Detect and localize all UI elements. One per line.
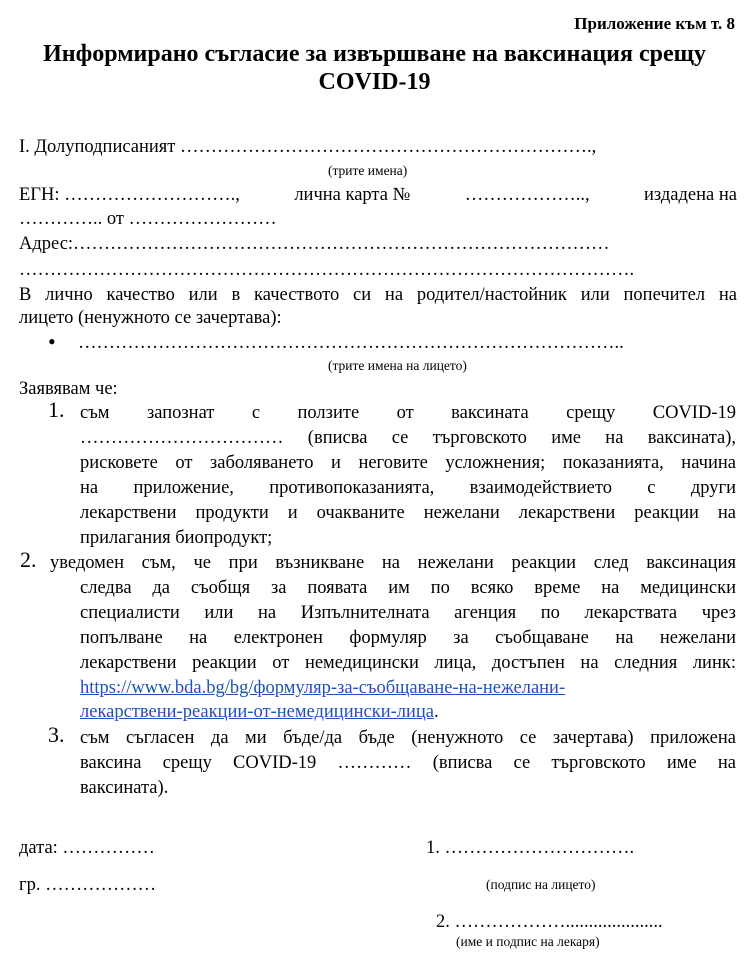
link-line: [80, 676, 565, 700]
item-3-line: съм съгласен да ми бъде/да бъде (ненужното се зачертава) приложена: [80, 728, 736, 748]
city-field: гр. ………………: [19, 875, 157, 895]
item-3-line: ваксината).: [80, 778, 169, 798]
item-2-line: специалисти или на Изпълнителната агенция по лекарствата чрез: [80, 603, 736, 623]
signature-1-field: 1. ………………………….: [426, 838, 635, 858]
signature-1-caption: (подпис на лицето): [486, 877, 596, 892]
item-1-line: …………………………… (вписва се търговското име на ваксината),: [80, 428, 736, 448]
annex-label: Приложение към т. 8: [574, 14, 735, 33]
adverse-reaction-form-link-cont[interactable]: лекарствени-реакции-от-немедицински-лица: [80, 702, 435, 722]
item-1-line: лекарствени продукти и очакваните нежелани лекарствени реакции на: [80, 503, 736, 523]
link-period: .: [434, 702, 439, 722]
bullet-dot: •: [48, 329, 56, 354]
adverse-reaction-form-link[interactable]: https://www.bda.bg/bg/формуляр-за-съобщаване-на-нежелани-: [80, 678, 566, 698]
signature-2-caption: (име и подпис на лекаря): [456, 934, 600, 949]
caption-person: (трите имена на лицето): [328, 358, 467, 373]
issued-line: ………….. от ……………………: [19, 209, 277, 229]
id-card-label: лична карта №: [294, 185, 411, 205]
item-1-line: рисковете от заболяването и неговите усложнения; показанията, начина: [80, 453, 736, 473]
capacity-line-cont: лицето (ненужното се зачертава):: [19, 308, 282, 328]
document-title-cont: COVID-19: [318, 69, 431, 95]
item-number: 1.: [48, 397, 65, 422]
link-line-cont: [80, 700, 439, 724]
item-2-line: лекарствени реакции от немедицински лица, достъпен на следния линк:: [80, 653, 736, 673]
item-1-line: прилагания биопродукт;: [80, 528, 273, 548]
person-name-line: ……………………………………………………………………………..: [78, 333, 624, 353]
item-number: 2.: [20, 547, 37, 572]
item-2-line: попълване на електронен формуляр за съобщаване на нежелани: [80, 628, 736, 648]
egn-line: [19, 183, 737, 207]
item-1-line: на приложение, противопоказанията, взаимодействието с други: [80, 478, 736, 498]
item-2-line: уведомен съм, че при възникване на нежелани реакции след ваксинация: [50, 553, 736, 573]
item-3-line: ваксина срещу COVID-19 ………… (вписва се търговското име на: [80, 753, 736, 773]
caption-names: (трите имена): [328, 163, 408, 178]
id-card-field: ………………..,: [464, 185, 590, 205]
undersigned-line: I. Долуподписаният ………………………………………………………….,: [19, 137, 597, 157]
address-line: Адрес:……………………………………………………………………………: [19, 234, 610, 254]
document-title: Информирано съгласие за извършване на ваксинация срещу: [43, 41, 706, 67]
address-cont-line: ……………………………………………………………………………………….: [19, 260, 635, 280]
issued-label: издадена на: [644, 185, 737, 205]
item-2-line: следва да съобщя за появата им по всяко време на медицински: [80, 578, 736, 598]
egn-field: ЕГН: ……………………….,: [19, 185, 240, 205]
signature-2-field: 2. ……………….....................: [436, 912, 663, 932]
declare-heading: Заявявам че:: [19, 379, 118, 399]
item-number: 3.: [48, 722, 65, 747]
capacity-line: В лично качество или в качеството си на родител/настойник или попечител на: [19, 285, 737, 305]
date-field: дата: ……………: [19, 838, 155, 858]
item-1-line: съм запознат с ползите от ваксината срещу COVID-19: [80, 403, 736, 423]
